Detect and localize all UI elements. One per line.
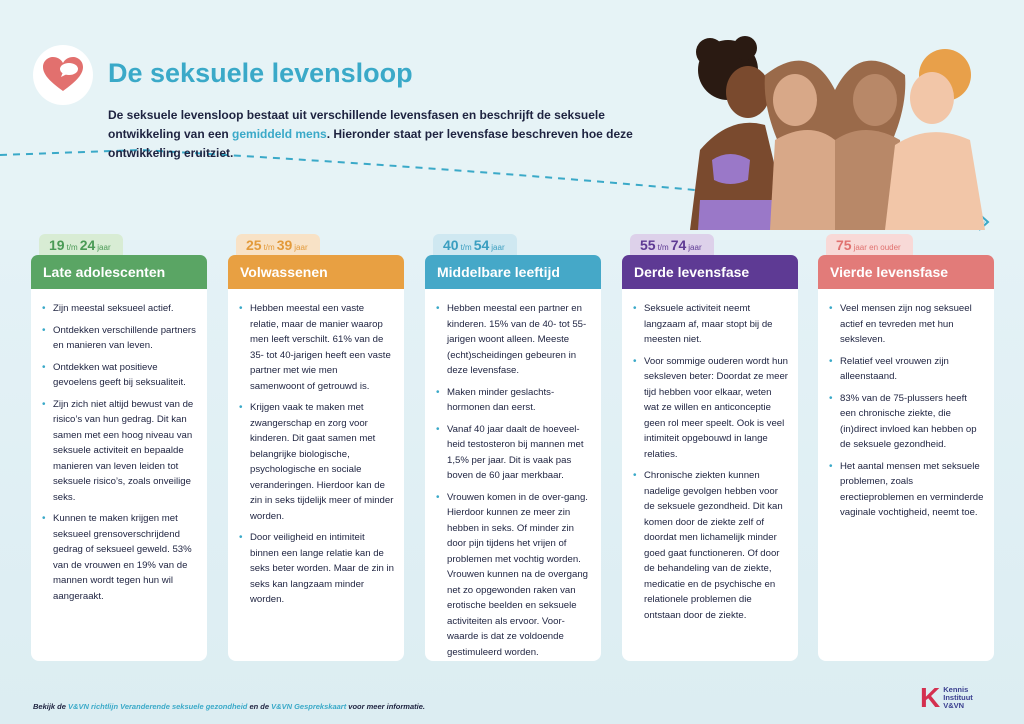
footer-note: Bekijk de V&VN richtlijn Veranderende seksuele gezondheid en de V&VN Gesprekskaart voor meer informatie. [33,702,425,711]
phase-card-late-adolescenten [31,234,207,661]
phase-body [228,289,404,661]
phase-title: Late adolescenten [31,255,207,289]
list-item: • Hebben meestal een partner en kinderen. 15% van de 40- tot 55-jarigen woont alleen. Meeste (echt)scheidingen gebeuren in deze levensfase. [447,301,591,379]
list-item: • Zijn meestal seksueel actief. [53,301,197,317]
list-item: • Het aantal mensen met seksuele problemen, zoals erectieproblemen en verminderde vaginale vochtigheid, neemt toe. [840,459,984,521]
list-item: • Maken minder geslachts-hormonen dan eerst. [447,385,591,416]
list-item: • Relatief veel vrouwen zijn alleenstaand. [840,354,984,385]
logo-line: V&VN [943,701,965,710]
phase-card-vierde-levensfase [818,234,994,661]
phase-title: Middelbare leeftijd [425,255,601,289]
list-item: • Ontdekken verschillende partners en manieren van leven. [53,323,197,354]
gesprekskaart-link[interactable]: V&VN Gesprekskaart [271,702,347,711]
list-item: • 83% van de 75-plussers heeft een chronische ziekte, die (in)direct invloed kan hebben op de seksuele gezondheid. [840,391,984,453]
age-tab: 25 t/m 39 jaar [236,234,320,255]
phase-title: Volwassenen [228,255,404,289]
phase-card-derde-levensfase [622,234,798,661]
list-item: • Zijn zich niet altijd bewust van de risico’s van hun gedrag. Dit kan samen met een hoog niveau van seksuele activiteit en bepaalde manieren van leven leiden tot seksuele risico’s, zoals onveilige seks. [53,397,197,506]
couples-kissing-illustration [670,30,1000,230]
phase-body [622,289,798,661]
heart-chat-icon [33,45,93,105]
phase-card-middelbare-leeftijd [425,234,601,661]
list-item: • Veel mensen zijn nog seksueel actief en tevreden met hun seksleven. [840,301,984,348]
list-item: • Ontdekken wat positieve gevoelens geeft bij seksualiteit. [53,360,197,391]
intro-text: De seksuele levensloop bestaat uit verschillende levensfasen en beschrijft de seksuele ontwikkeling van een gemiddeld mens. Hieronder staat per levensfase beschreven hoe deze ontwikkeling eruitziet. [108,108,633,160]
list-item: • Kunnen te maken krijgen met seksueel grensoverschrijdend gedrag of seksueel geweld. 53% van de vrouwen en 19% van de mannen wordt tegen hun wil aangeraakt. [53,511,197,604]
phase-title: Vierde levensfase [818,255,994,289]
list-item: • Seksuele activiteit neemt langzaam af, maar stopt bij de meesten niet. [644,301,788,348]
list-item: • Vrouwen komen in de over-gang. Hierdoor kunnen ze meer zin hebben in seks. Of minder zin door pijn tijdens het vrijen of problemen met vochtig worden. Vrouwen kunnen na de overgang net zo opgewonden raken van erotische beelden en seksuele activiteiten als ervoor. Voor-waarde is dat ze voldoende gestimuleerd worden. [447,490,591,661]
richtlijn-link[interactable]: V&VN richtlijn Veranderende seksuele gezondheid [68,702,248,711]
list-item: • Vanaf 40 jaar daalt de hoeveel-heid testosteron bij mannen met 1,5% per jaar. Dit is vaak pas boven de 60 jaar merkbaar. [447,422,591,484]
list-item: • Chronische ziekten kunnen nadelige gevolgen hebben voor de seksuele gezondheid. Dit kan komen door de ziekte zelf of doordat men lichamelijk minder goed gaat functioneren. Of door de behandeling van de ziekte, medicatie en de psychische en relationele problemen die ontstaan door de ziekte. [644,468,788,623]
logo-line: Instituut [943,693,973,702]
age-tab: 75 jaar en ouder [826,234,913,255]
list-item: • Krijgen vaak te maken met zwangerschap en zorg voor kinderen. Dit gaat samen met belangrijke biologische, psychologische en sociale veranderingen. Hierdoor kan de zin in seks tijdelijk meer of minder worden. [250,400,394,524]
intro-highlight: gemiddeld mens [232,127,327,141]
phase-card-volwassenen [228,234,404,661]
age-tab: 19 t/m 24 jaar [39,234,123,255]
list-item: • Hebben meestal een vaste relatie, maar de manier waarop men leeft verschilt. 61% van de 35- tot 40-jarigen heeft een vaste partner met wie men samenwoont of getrouwd is. [250,301,394,394]
age-tab: 55 t/m 74 jaar [630,234,714,255]
phase-title: Derde levensfase [622,255,798,289]
list-item: • Door veiligheid en intimiteit binnen een lange relatie kan de seks beter worden. Maar de zin in seks kan langzaam minder worden. [250,530,394,608]
age-tab: 40 t/m 54 jaar [433,234,517,255]
kennisinstituut-logo [920,684,973,712]
page-title: De seksuele levensloop [108,58,413,88]
logo-line: Kennis [943,685,969,694]
phase-body [818,289,994,661]
list-item: • Voor sommige ouderen wordt hun seksleven beter: Doordat ze meer tijd hebben voor elkaar, weten wat ze willen en anticonceptie geen rol meer speelt. Ook is veel intimiteit opgebouwd in lange relaties. [644,354,788,463]
phase-body [31,289,207,661]
logo-letter: K [920,682,941,713]
phase-body [425,289,601,661]
